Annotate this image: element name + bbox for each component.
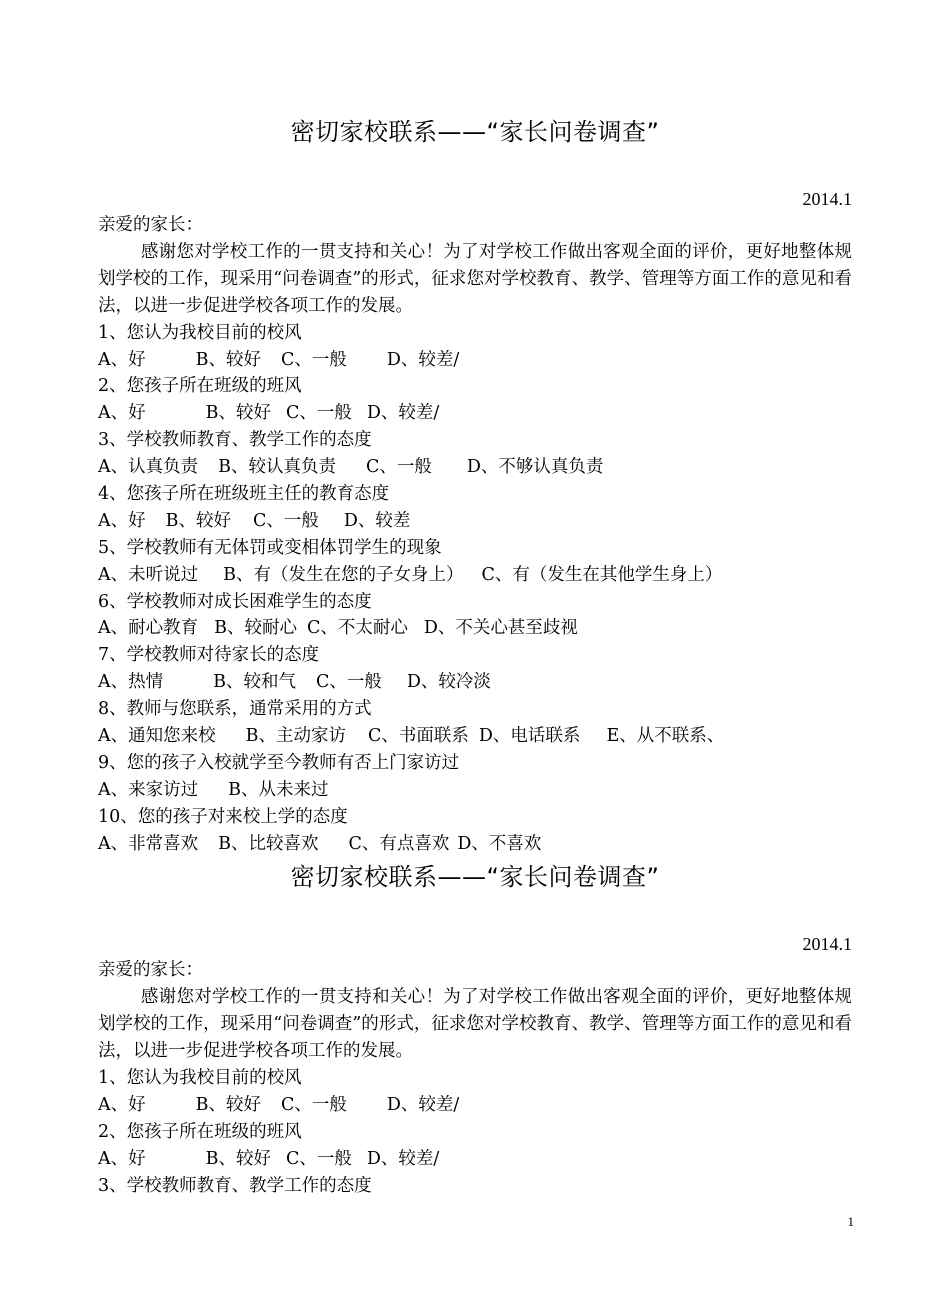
question-4: 4、您孩子所在班级班主任的教育态度	[98, 483, 390, 504]
repeat-section	[98, 857, 852, 1199]
options-8	[98, 723, 852, 750]
repeat-option-1c: C、一般	[281, 1094, 347, 1115]
option-6a: A、耐心教育	[98, 618, 199, 639]
option-3b: B、较认真负责	[218, 457, 337, 478]
question-10: 10、您的孩子对来校上学的态度	[98, 806, 348, 827]
option-10a: A、非常喜欢	[98, 833, 199, 854]
options-6	[98, 615, 852, 642]
repeat-question-1: 1、您认为我校目前的校风	[98, 1068, 302, 1089]
repeat-option-1a: A、好	[98, 1094, 146, 1115]
repeat-options-2	[98, 1146, 852, 1173]
question-6: 6、学校教师对成长困难学生的态度	[98, 591, 372, 612]
repeat-options-1	[98, 1092, 852, 1119]
options-2	[98, 400, 852, 427]
repeat-question-2: 2、您孩子所在班级的班风	[98, 1121, 302, 1142]
option-8d: D、电话联系	[478, 725, 581, 746]
spacer	[98, 152, 852, 186]
option-9a: A、来家访过	[98, 779, 199, 800]
question-2: 2、您孩子所在班级的班风	[98, 376, 302, 397]
document-body	[98, 112, 852, 1199]
option-5a: A、未听说过	[98, 564, 199, 585]
spacer	[98, 897, 852, 931]
option-9b: B、从未来过	[228, 779, 329, 800]
option-6c: C、不太耐心	[307, 618, 408, 639]
question-9: 9、您的孩子入校就学至今教师有否上门家访过	[98, 752, 460, 773]
option-1d: D、较差/	[386, 349, 460, 370]
option-5c: C、有（发生在其他学生身上）	[481, 564, 723, 585]
repeat-greeting: 亲爱的家长：	[98, 960, 203, 981]
option-8e: E、从不联系、	[606, 725, 725, 746]
document-date: 2014.1	[802, 189, 852, 209]
options-3	[98, 454, 852, 481]
option-7c: C、一般	[316, 672, 382, 693]
option-8b: B、主动家访	[245, 725, 347, 746]
option-4c: C、一般	[253, 510, 319, 531]
option-4a: A、好	[98, 510, 146, 531]
options-9	[98, 777, 852, 804]
option-2b: B、较好	[205, 403, 272, 424]
question-3: 3、学校教师教育、教学工作的态度	[98, 430, 372, 451]
question-7: 7、学校教师对待家长的态度	[98, 645, 320, 666]
page-number: 1	[847, 1214, 854, 1229]
repeat-date: 2014.1	[802, 934, 852, 955]
option-4d: D、较差	[343, 510, 411, 531]
repeat-option-1d: D、较差/	[386, 1094, 460, 1115]
option-2c: C、一般	[286, 403, 352, 424]
option-7a: A、热情	[98, 672, 164, 693]
option-10b: B、比较喜欢	[218, 833, 319, 854]
option-3d: D、不够认真负责	[466, 457, 604, 478]
repeat-option-2c: C、一般	[286, 1148, 352, 1169]
option-2d: D、较差/	[366, 403, 440, 424]
repeat-option-2b: B、较好	[205, 1148, 272, 1169]
options-4	[98, 508, 852, 535]
option-7b: B、较和气	[213, 672, 297, 693]
option-3a: A、认真负责	[98, 457, 199, 478]
repeat-option-1b: B、较好	[195, 1094, 262, 1115]
option-6b: B、较耐心	[214, 618, 298, 639]
question-1: 1、您认为我校目前的校风	[98, 322, 302, 343]
option-8a: A、通知您来校	[98, 725, 216, 746]
option-4b: B、较好	[165, 510, 232, 531]
option-3c: C、一般	[366, 457, 432, 478]
repeat-option-2a: A、好	[98, 1148, 146, 1169]
option-1a: A、好	[98, 349, 146, 370]
option-8c: C、书面联系	[368, 725, 469, 746]
repeat-title: 密切家校联系——“家长问卷调查”	[290, 863, 660, 892]
options-10	[98, 831, 852, 858]
repeat-option-2d: D、较差/	[366, 1148, 440, 1169]
option-1c: C、一般	[281, 349, 347, 370]
repeat-question-3: 3、学校教师教育、教学工作的态度	[98, 1175, 372, 1196]
option-5b: B、有（发生在您的子女身上）	[223, 564, 464, 585]
options-5	[98, 562, 852, 589]
document-title: 密切家校联系——“家长问卷调查”	[290, 118, 660, 146]
question-5: 5、学校教师有无体罚或变相体罚学生的现象	[98, 537, 442, 558]
options-7	[98, 669, 852, 696]
option-2a: A、好	[98, 403, 146, 424]
repeat-intro-paragraph: 感谢您对学校工作的一贯支持和关心！为了对学校工作做出客观全面的评价，更好地整体规划学校的工作，现采用“问卷调查”的形式，征求您对学校教育、教学、管理等方面工作的意见和看法，以进一步促进学校各项工作的发展。	[98, 987, 852, 1062]
question-8: 8、教师与您联系，通常采用的方式	[98, 699, 372, 720]
greeting: 亲爱的家长：	[98, 215, 203, 235]
option-10c: C、有点喜欢	[348, 833, 450, 854]
option-1b: B、较好	[195, 349, 262, 370]
option-10d: D、不喜欢	[457, 833, 542, 854]
options-1	[98, 347, 852, 374]
option-6d: D、不关心甚至歧视	[423, 618, 578, 639]
option-7d: D、较冷淡	[406, 672, 491, 693]
intro-paragraph: 感谢您对学校工作的一贯支持和关心！为了对学校工作做出客观全面的评价，更好地整体规划学校的工作，现采用“问卷调查”的形式，征求您对学校教育、教学、管理等方面工作的意见和看法，以进一步促进学校各项工作的发展。	[98, 241, 852, 316]
